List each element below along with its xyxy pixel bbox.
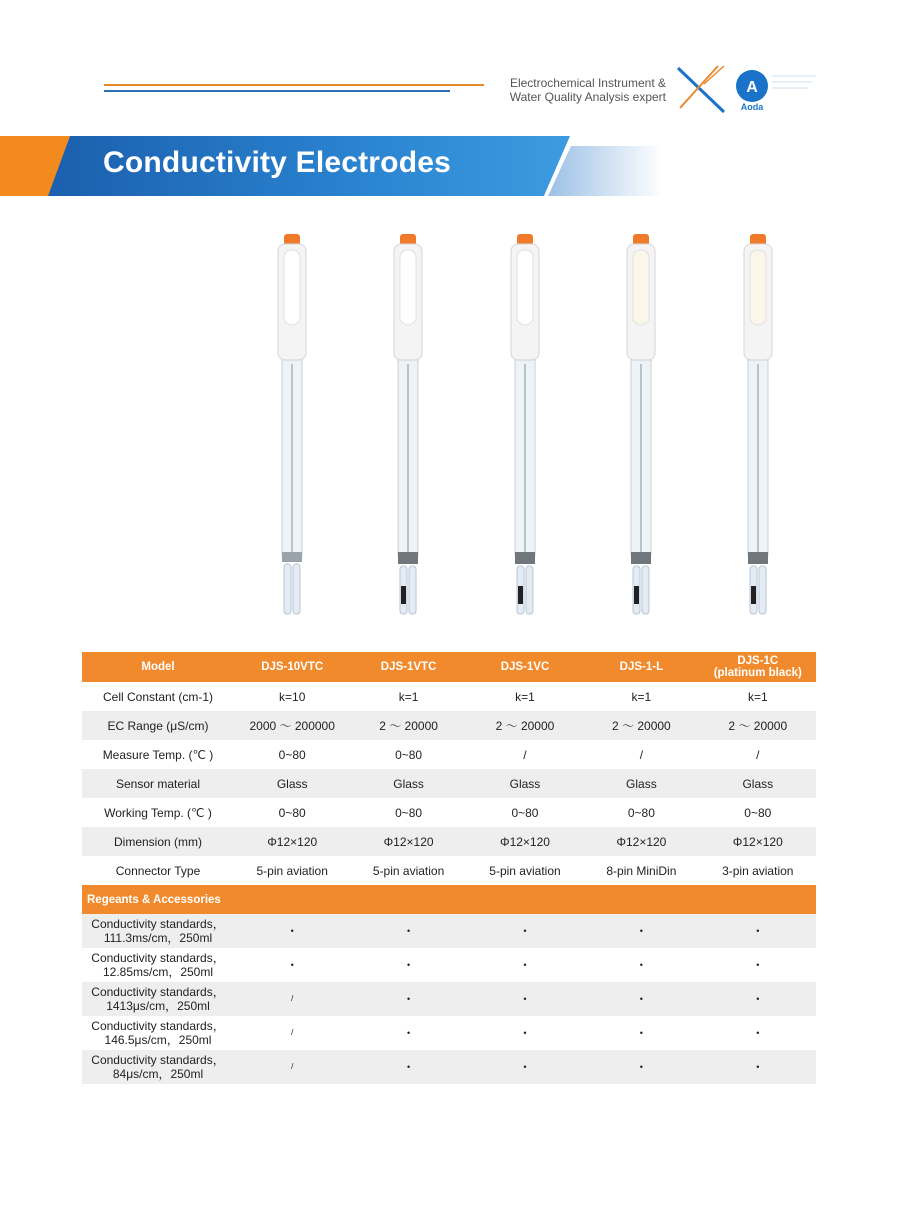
row-label: Dimension (mm) (82, 827, 234, 856)
table-cell: • (523, 1028, 527, 1038)
table-cell: • (700, 914, 816, 948)
table-cell: • (583, 914, 699, 948)
table-cell: 8-pin MiniDin (606, 863, 677, 878)
electrode-image-djs-10vtc (272, 234, 312, 618)
row-label (82, 1016, 234, 1050)
table-cell: / (291, 1028, 294, 1037)
row-label: Cell Constant (cm-1) (102, 689, 214, 704)
table-cell: • (583, 982, 699, 1016)
table-cell: k=1 (515, 689, 535, 704)
row-label-line-2: 84μs/cm，250ml (112, 1067, 204, 1081)
table-cell: • (639, 960, 643, 970)
electrode-image-djs-1vc (505, 234, 545, 618)
table-row (82, 982, 816, 1016)
table-cell: • (350, 914, 466, 948)
brand-logo-icon (736, 70, 768, 102)
table-cell: k=1 (747, 689, 768, 704)
table-cell: • (290, 960, 294, 970)
header-djs-1-l: DJS-1-L (583, 652, 699, 682)
row-label (82, 948, 234, 982)
table-cell: • (407, 960, 411, 970)
table-cell: 0~80 (278, 747, 306, 762)
header-djs-1c-note: (platinum black) (713, 667, 802, 679)
table-header-row (82, 652, 816, 682)
table-cell: • (756, 960, 760, 970)
row-label-line-2: 111.3ms/cm，250ml (103, 931, 213, 945)
table-cell: • (700, 1050, 816, 1084)
table-cell: 5-pin aviation (372, 863, 445, 878)
row-label: EC Range (μS/cm) (82, 711, 234, 740)
table-cell: • (700, 982, 816, 1016)
row-label (82, 982, 234, 1016)
electrode-image-djs-1vtc (388, 234, 428, 618)
banner-fade (548, 146, 663, 196)
table-cell: k=10 (279, 689, 306, 704)
table-cell: 0~80 (278, 805, 306, 820)
table-cell: 0~80 (744, 805, 772, 820)
row-label: Sensor material (82, 769, 234, 798)
table-row (82, 740, 816, 769)
table-row (82, 948, 816, 982)
table-row (82, 1050, 816, 1084)
table-cell: • (583, 1050, 699, 1084)
table-cell: Φ12×120 (583, 827, 699, 856)
header-djs-1c (700, 652, 816, 682)
section-title: Regeants & Accessories (82, 885, 816, 914)
electrode-image-djs-1-l (621, 234, 661, 618)
table-cell: • (467, 1050, 583, 1084)
header-djs-1c-model: DJS-1C (737, 655, 779, 667)
electrode-image-djs-1c (738, 234, 778, 618)
row-label-line-2: 146.5μs/cm，250ml (104, 1033, 212, 1047)
table-cell: 3-pin aviation (722, 863, 794, 878)
table-row (82, 682, 816, 711)
table-cell: Glass (467, 769, 583, 798)
table-cell: Glass (350, 769, 466, 798)
table-cell: Glass (234, 769, 350, 798)
table-cell: / (639, 747, 644, 762)
logo-swoosh-icon (772, 72, 816, 98)
table-cell: • (467, 982, 583, 1016)
table-cell: • (350, 1050, 466, 1084)
row-label-line-2: 12.85ms/cm，250ml (102, 965, 214, 979)
table-cell: / (234, 1050, 350, 1084)
table-row (82, 769, 816, 798)
accessories-section-header (82, 885, 816, 914)
logo-letter: A (746, 79, 758, 96)
header-djs-1vc: DJS-1VC (467, 652, 583, 682)
row-label (82, 1050, 234, 1084)
table-cell: Φ12×120 (700, 827, 816, 856)
table-row (82, 827, 816, 856)
table-cell: • (350, 982, 466, 1016)
table-cell: 5-pin aviation (256, 863, 328, 878)
table-cell: 2 ～ 20000 (700, 711, 816, 740)
specification-table (82, 652, 816, 1084)
table-cell: Glass (700, 769, 816, 798)
brand-name: Aoda (740, 102, 764, 112)
table-row (82, 798, 816, 827)
table-cell: • (467, 914, 583, 948)
table-cell: 0~80 (395, 805, 423, 820)
table-cell: 2 ～ 20000 (467, 711, 583, 740)
header-djs-1vtc: DJS-1VTC (350, 652, 466, 682)
table-cell: 2000 ～ 200000 (234, 711, 350, 740)
row-label-line-2: 1413μs/cm，250ml (106, 999, 210, 1013)
table-cell: • (523, 960, 527, 970)
header-rule-orange (104, 84, 484, 86)
company-tagline (496, 76, 666, 104)
table-cell: • (234, 914, 350, 948)
x-decoration-icon (674, 64, 728, 114)
table-cell: Glass (583, 769, 699, 798)
row-label: Working Temp. (℃ ) (104, 805, 212, 820)
table-cell: Φ12×120 (350, 827, 466, 856)
row-label-line-1: Conductivity standards， (91, 1053, 225, 1067)
row-label-line-1: Conductivity standards， (91, 917, 225, 931)
table-cell: 0~80 (511, 805, 539, 820)
table-cell: k=1 (398, 689, 419, 704)
table-cell: • (639, 1028, 643, 1038)
row-label-line-1: Conductivity standards， (91, 985, 225, 999)
table-cell: • (407, 1028, 411, 1038)
table-cell: / (234, 982, 350, 1016)
row-label-line-1: Conductivity standards， (91, 1019, 225, 1033)
table-cell: 2 ～ 20000 (350, 711, 466, 740)
table-cell: • (756, 1028, 760, 1038)
table-cell: Φ12×120 (234, 827, 350, 856)
table-row (82, 856, 816, 885)
header-rule-blue (104, 90, 450, 92)
table-cell: 2 ～ 20000 (583, 711, 699, 740)
table-row (82, 711, 816, 740)
table-cell: k=1 (631, 689, 652, 704)
table-cell: / (523, 747, 527, 762)
tagline-line-1: Electrochemical Instrument & (509, 76, 666, 90)
row-label: Connector Type (115, 863, 201, 878)
table-cell: / (756, 747, 760, 762)
tagline-line-2: Water Quality Analysis expert (509, 90, 666, 104)
table-cell: Φ12×120 (467, 827, 583, 856)
header-model: Model (82, 652, 234, 682)
table-row (82, 914, 816, 948)
table-row (82, 1016, 816, 1050)
table-cell: 5-pin aviation (489, 863, 561, 878)
row-label: Measure Temp. (℃ ) (102, 747, 214, 762)
page-title: Conductivity Electrodes (103, 146, 452, 179)
table-cell: 0~80 (395, 747, 423, 762)
row-label-line-1: Conductivity standards， (91, 951, 225, 965)
header-djs-10vtc: DJS-10VTC (234, 652, 350, 682)
row-label (82, 914, 234, 948)
table-cell: 0~80 (627, 805, 655, 820)
